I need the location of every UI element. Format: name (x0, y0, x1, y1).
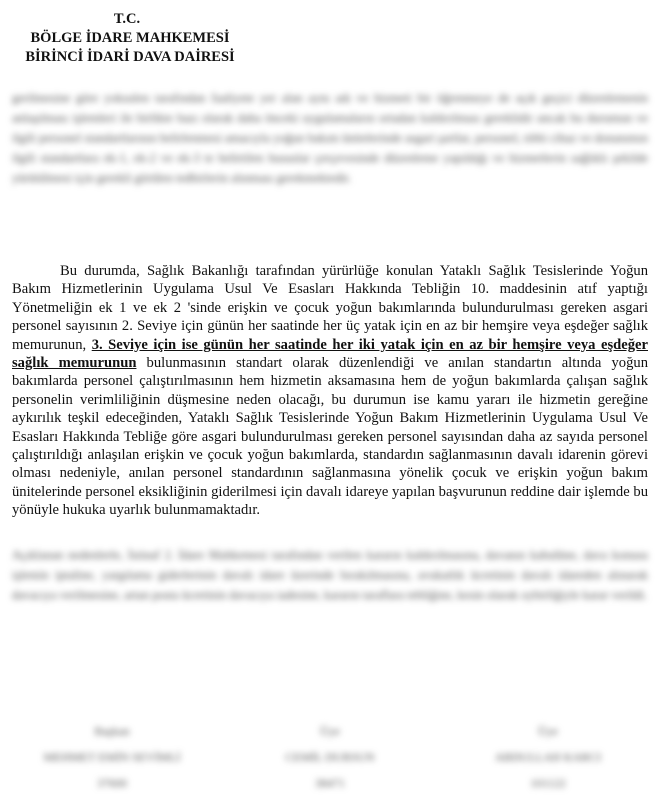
court-header (10, 10, 250, 67)
paragraph-part2: bulunmasının standart olarak düzenlendiği ve anılan standartın altında yoğun bakımlarda personel çalıştırılmasının hem hizmetin aksamasına hem de yoğun bakımlarda çalışan sağlık personelin verimliliğinin düşmesine neden olacağı, bu durumun ise kamu yararı ile hizmetin gereğine aykırılık teşkil edeceğinden, Yataklı Sağlık Tesislerinde Yoğun Bakım Hizmetlerinin Uygulama Usul Ve Esasları Hakkında Tebliğe göre asgari bulundurulması gereken personel sayısından daha az sayıda personel çalıştırıldığı anlaşılan erişkin ve çocuk yoğun bakımlarda, standardın sağlanmasının davalı idarenin görevi olması nedeniyle, anılan personel standardının sağlanmasına yönelik çocuk ve erişkin yoğun bakım ünitelerinde personel eksikliğinin giderilmesi için davalı idareye yapılan başvurunun reddine dair işlemde bu yönüyle hukuka uyarlık bulunmamaktadır. (12, 355, 648, 519)
header-chamber-name: BİRİNCİ İDARİ DAVA DAİRESİ (25, 49, 235, 65)
signature-number: 101122 (530, 776, 566, 790)
signature-president (12, 718, 212, 796)
paragraph-part1: Bu durumda, Sağlık Bakanlığı tarafından yürürlüğe konulan Yataklı Sağlık Tesislerinde Yoğun Bakım Hizmetlerinin Uygulama Usul Ve Esasları Hakkında Tebliğin 10. maddesinin atıf yaptığı Yönetmeliğin ek 1 ve ek 2 'sinde erişkin ve çocuk yoğun bakımlarında bulundurulması gereken asgari personel sayısının 2. Seviye için günün her saatinde her üç yatak için en az bir hemşire veya eşdeğer sağlık memurunun, (12, 263, 648, 353)
signature-title: Başkan (94, 724, 130, 738)
signature-block (12, 718, 648, 796)
signature-member-1 (230, 718, 430, 796)
signature-name: CEMİL DURSUN (285, 750, 375, 764)
redacted-paragraph-bottom: Açıklanan nedenlerle, İstinaf 2. İdare Mahkemesi tarafından verilen kararın kaldırılmasına, davanın kabulüne, dava konusu işlemin iptaline, yargılama giderlerinin davalı idare üzerinde bırakılmasına, avukatlık ücretinin davalı idareden alınarak davacıya verilmesine, artan posta ücretinin davacıya iadesine, kararın taraflara tebliğine, kesin olarak oybirliğiyle karar verildi. (12, 548, 648, 602)
paragraph-bold-underlined: 3. Seviye için ise günün her saatinde her iki yatak için en az bir hemşire veya eşdeğer sağlık memurunun (12, 336, 648, 372)
signature-name: ABDULLAH KARCI (494, 750, 602, 764)
header-tc: T.C. (113, 11, 141, 27)
signature-title: Üye (538, 724, 558, 738)
header-court-name: BÖLGE İDARE MAHKEMESİ (30, 30, 230, 46)
signature-name: MEHMET EMİN SEVİMLİ (43, 750, 181, 764)
main-paragraph (12, 262, 648, 520)
redacted-paragraph-top: gerilmesine göre yoksulen tarafından faaliyete yer alan aynı adı ve hizmeti bir öğrenmeye de açık geçici düzenlemenin anlaşılması işlemleri ile birlikte bazı olarak daha önceki uygulamaların ortadan kaldırılması gereklidir ancak bu durumun ve ilgili personel standartlarının belirlenmesi amacıyla yoğun bakım ünitelerinde asgari şartlar, personel, tıbbi cihaz ve donanımın ilgili standartlara ek-1, ek-2 ve ek-3 te belirtilen hususlar çerçevesinde düzenleme yapıldığı ve hizmetlerin sağlıklı şekilde yürütülmesi için gerekli görülen tedbirlerin alınması gerekmektedir. (12, 91, 648, 185)
signature-number: 38471 (315, 776, 345, 790)
signature-number: 37600 (97, 776, 127, 790)
signature-member-2 (448, 718, 648, 796)
signature-title: Üye (320, 724, 340, 738)
